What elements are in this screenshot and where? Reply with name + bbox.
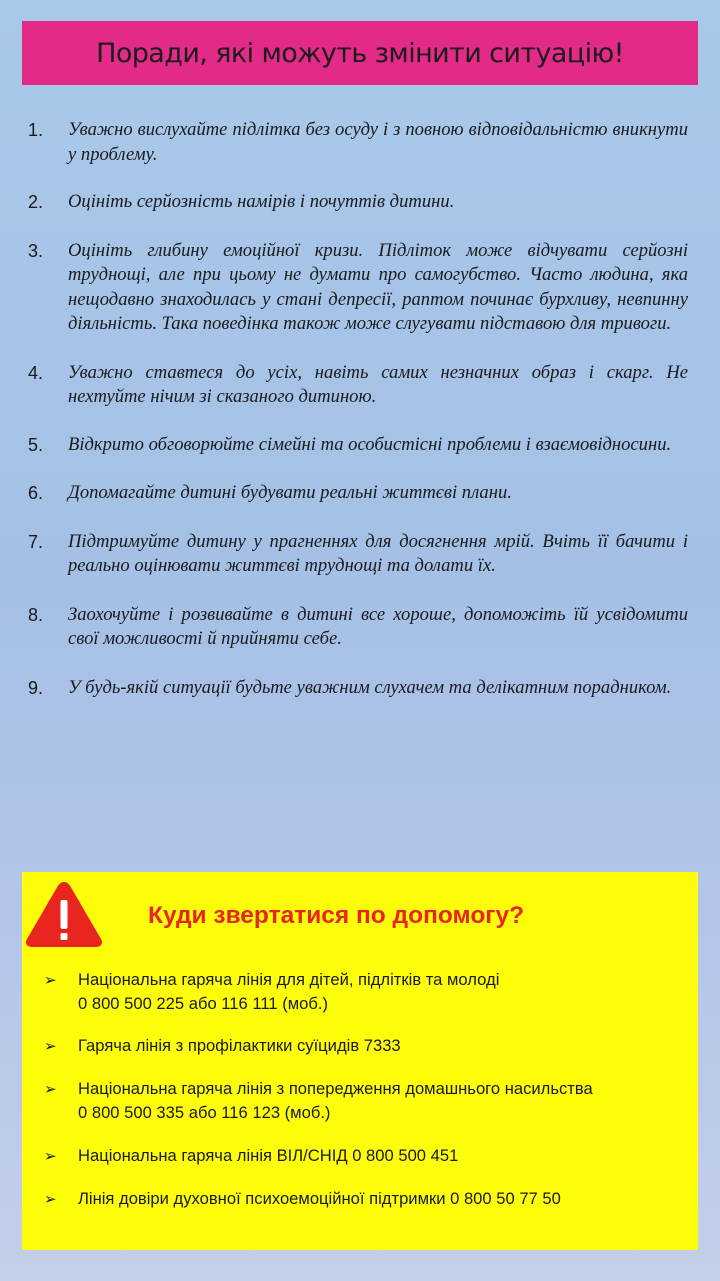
arrow-bullet-icon: ➢ <box>44 1037 57 1055</box>
page-title: Поради, які можуть змінити ситуацію! <box>96 37 624 69</box>
hotline-item <box>44 1187 694 1211</box>
hotline-text <box>78 968 694 1016</box>
tip-number: 6. <box>28 483 44 503</box>
tip-item <box>28 190 688 215</box>
tip-item <box>28 361 688 410</box>
tip-item <box>28 676 688 701</box>
hotline-item <box>44 968 694 1016</box>
tip-item <box>28 481 688 506</box>
tip-text: Уважно ставтеся до усіх, навіть самих незначних образ і скарг. Не нехтуйте нічим зі сказаного дитиною. <box>68 361 688 407</box>
tips-list <box>28 118 688 700</box>
hotline-item <box>44 1034 694 1058</box>
tip-text: Заохочуйте і розвивайте в дитині все хороше, допоможіть їй усвідомити свої можливості й прийняти себе. <box>68 603 688 649</box>
tip-text: Оцініть серйозність намірів і почуттів дитини. <box>68 191 455 212</box>
hotline-phone: 0 800 500 225 або 116 111 (моб.) <box>78 994 328 1013</box>
hotline-text: Національна гаряча лінія ВІЛ/СНІД 0 800 500 451 <box>78 1146 459 1165</box>
tip-item <box>28 118 688 167</box>
tip-item <box>28 603 688 652</box>
tip-item <box>28 530 688 579</box>
hotline-text: Лінія довіри духовної психоемоційної підтримки 0 800 50 77 50 <box>78 1189 561 1208</box>
tip-number: 4. <box>28 362 44 383</box>
hotlines-list <box>44 968 694 1211</box>
tip-number: 1. <box>28 120 44 140</box>
hotline-text: Гаряча лінія з профілактики суїцидів 7333 <box>78 1036 401 1055</box>
tip-text: Уважно вислухайте підлітка без осуду і з повною відповідальністю вникнути у проблему. <box>68 119 688 165</box>
tip-text: Відкрито обговорюйте сімейні та особистісні проблеми і взаємовідносини. <box>68 433 672 455</box>
tip-text: Підтримуйте дитину у прагненнях для досягнення мрій. Вчіть її бачити і реально оцінювати життєві труднощі та долати їх. <box>68 530 688 576</box>
tip-number: 5. <box>28 434 44 455</box>
tip-text: Допомагайте дитині будувати реальні життєві плани. <box>68 482 512 503</box>
warning-triangle-icon <box>24 878 104 950</box>
arrow-bullet-icon: ➢ <box>44 1080 57 1098</box>
arrow-bullet-icon: ➢ <box>44 971 57 989</box>
tip-text: У будь-якій ситуації будьте уважним слухачем та делікатним порадником. <box>68 676 672 698</box>
tip-text: Оцініть глибину емоційної кризи. Підліток може відчувати серйозні труднощі, але при цьому не думати про самогубство. Часто людина, яка нещодавно знаходилась у стані депресії, раптом починає бурхливу, невпинну діяльність. Така поведінка також може слугувати підставою для тривоги. <box>68 239 688 334</box>
tip-number: 3. <box>28 240 44 261</box>
hotline-item <box>44 1144 694 1168</box>
help-box <box>22 872 698 1250</box>
tip-number: 8. <box>28 604 44 625</box>
title-banner <box>22 21 698 85</box>
hotline-line: Національна гаряча лінія для дітей, підлітків та молоді <box>78 970 500 989</box>
tip-number: 2. <box>28 192 44 212</box>
hotline-text <box>78 1077 694 1125</box>
tip-number: 7. <box>28 531 44 552</box>
arrow-bullet-icon: ➢ <box>44 1147 57 1165</box>
arrow-bullet-icon: ➢ <box>44 1190 57 1208</box>
tip-item <box>28 433 688 458</box>
hotline-phone: 0 800 500 335 або 116 123 (моб.) <box>78 1103 331 1122</box>
help-title: Куди звертатися по допомогу? <box>148 902 525 929</box>
tip-item <box>28 239 688 337</box>
hotline-item <box>44 1077 694 1125</box>
hotline-line: Національна гаряча лінія з попередження домашнього насильства <box>78 1079 593 1098</box>
tip-number: 9. <box>28 677 44 698</box>
